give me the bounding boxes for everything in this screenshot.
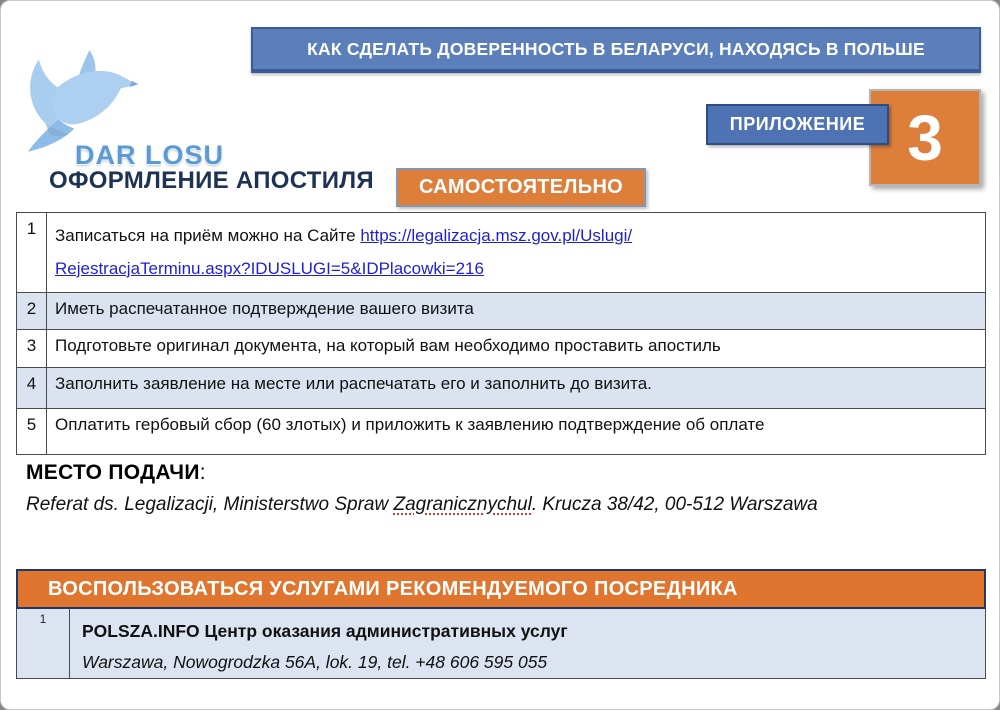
table-row [17,213,986,293]
top-banner [251,27,981,73]
intermediary-row [70,609,985,678]
row-text: Оплатить гербовый сбор (60 злотых) и приложить к заявлению подтверждение об оплате [47,409,986,455]
intermediary-banner [16,569,986,609]
table-row [17,368,986,409]
table-row [17,293,986,330]
step-1-text: Записаться на приём можно на Сайте [55,226,361,245]
row-text: Подготовьте оригинал документа, на который вам необходимо проставить апостиль [47,330,986,368]
intermediary-table [16,609,986,679]
submission-heading-text: МЕСТО ПОДАЧИ [26,461,200,484]
address-prefix: Referat ds. Legalizacji, Ministerstwo Spraw [26,494,394,515]
steps-table [16,212,986,455]
row-number: 3 [17,330,47,368]
self-service-badge [396,168,646,207]
submission-heading [26,461,206,485]
intermediary-name: POLSZA.INFO Центр оказания административных услуг [82,621,568,641]
table-row [17,409,986,455]
submission-address [26,494,818,516]
table-row [17,330,986,368]
submission-heading-colon: : [199,461,206,484]
logo-text: DAR LOSU [75,140,224,170]
row-number: 5 [17,409,47,455]
intermediary-address: Warszawa, Nowogrodzka 56A, lok. 19, tel. +48 606 595 055 [82,652,548,672]
intermediary-banner-title: ВОСПОЛЬЗОВАТЬСЯ УСЛУГАМИ РЕКОМЕНДУЕМОГО ПОСРЕДНИКА [48,577,738,600]
row-text [47,213,986,293]
appendix-number: 3 [907,101,943,174]
row-text: Заполнить заявление на месте или распечатать его и заполнить до визита. [47,368,986,409]
row-number: 2 [17,293,47,330]
registration-link-line2[interactable]: RejestracjaTerminu.aspx?IDUSLUGI=5&IDPlacowki=216 [55,259,484,278]
row-number: 4 [17,368,47,409]
logo [13,45,233,170]
self-service-badge-label: САМОСТОЯТЕЛЬНО [418,176,624,198]
top-banner-title: КАК СДЕЛАТЬ ДОВЕРЕННОСТЬ В БЕЛАРУСИ, НАХОДЯСЬ В ПОЛЬШЕ [307,38,925,59]
page-title: ОФОРМЛЕНИЕ АПОСТИЛЯ [49,167,374,194]
row-number: 1 [17,213,47,293]
registration-link-line1[interactable]: https://legalizacja.msz.gov.pl/Uslugi/ [360,226,633,245]
appendix-label: ПРИЛОЖЕНИЕ [729,114,866,134]
appendix-label-box [706,104,889,145]
row-text: Иметь распечатанное подтверждение вашего визита [47,293,986,330]
row-number: 1 [17,609,70,678]
address-suffix: . Krucza 38/42, 00-512 Warszawa [531,494,818,515]
address-misspelled-word: Zagranicznychul [393,494,532,515]
